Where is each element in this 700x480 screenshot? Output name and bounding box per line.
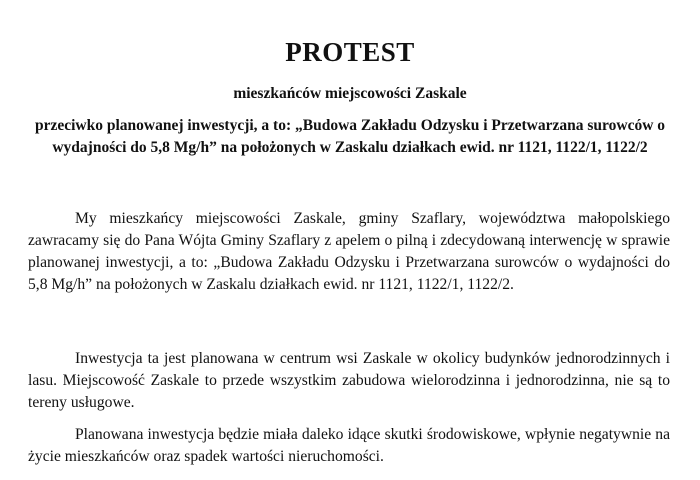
document-subtitle: mieszkańców miejscowości Zaskale xyxy=(233,85,467,102)
document-title: PROTEST xyxy=(285,37,415,67)
paragraph-1: My mieszkańcy miejscowości Zaskale, gminy Szaflary, województwa małopolskiego zawracamy się do Pana Wójta Gminy Szaflary z apelem o pilną i zdecydowaną interwencję w sprawie planowanej inwestycji, a to: „Budowa Zakładu Odzysku i Przetwarzana surowców o wydajności do 5,8 Mg/h” na położonych w Zaskalu działkach ewid. nr 1121, 1122/1, 1122/2. xyxy=(28,210,670,293)
document-subject: przeciwko planowanej inwestycji, a to: „Budowa Zakładu Odzysku i Przetwarzana surowców o wydajności do 5,8 Mg/h” na położonych w Zaskalu działkach ewid. nr 1121, 1122/1, 1122/2 xyxy=(34,117,666,156)
paragraph-2: Inwestycja ta jest planowana w centrum wsi Zaskale w okolicy budynków jednorodzinnych i lasu. Miejscowość Zaskale to przede wszystkim zabudowa wielorodzinna i jednorodzinna, nie są to tereny usługowe. xyxy=(28,350,670,411)
paragraph-3: Planowana inwestycja będzie miała daleko idące skutki środowiskowe, wpłynie negatywnie na życie mieszkańców oraz spadek wartości nieruchomości. xyxy=(28,426,670,465)
